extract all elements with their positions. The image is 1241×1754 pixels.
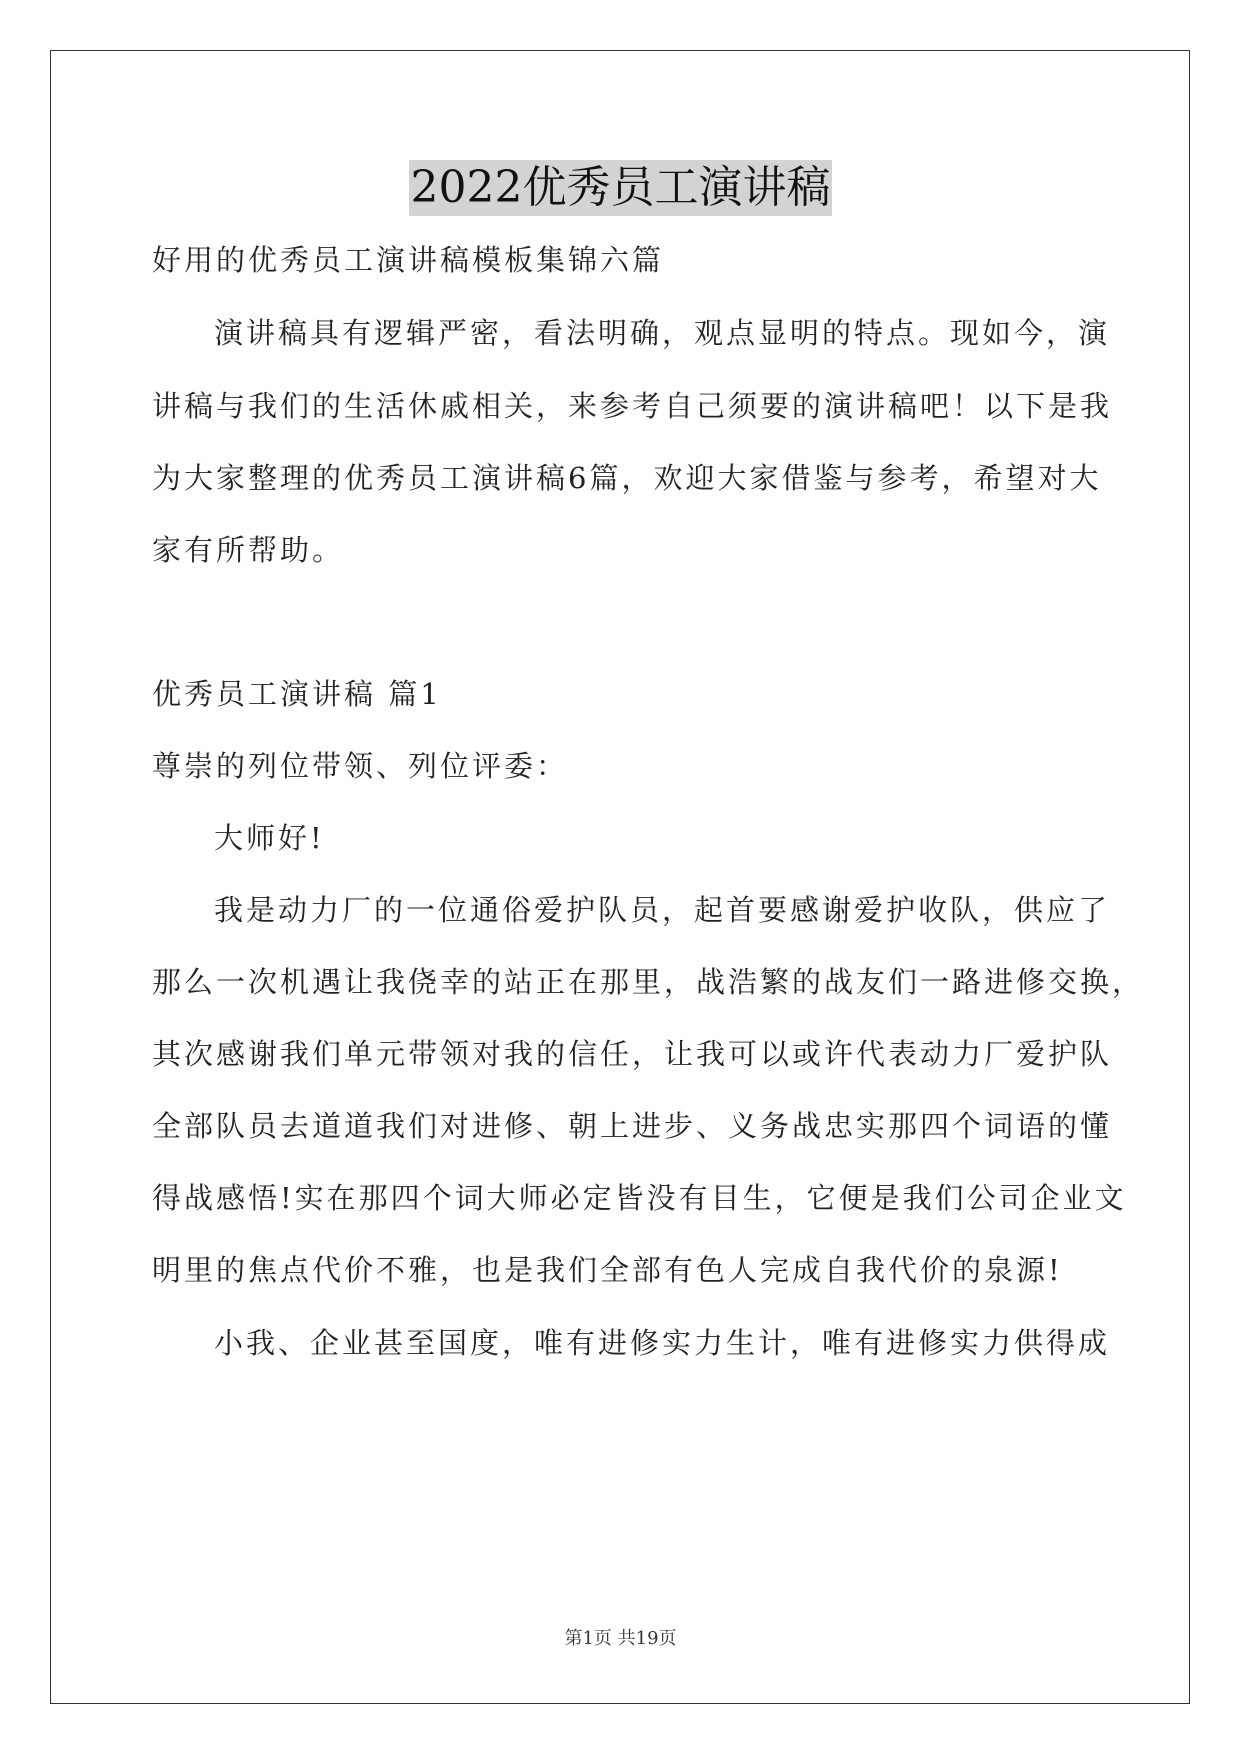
section-heading: 优秀员工演讲稿 篇1: [152, 677, 442, 711]
body-line: 明里的焦点代价不雅，也是我们全部有色人完成自我代价的泉源!: [152, 1253, 1063, 1287]
title-container: [0, 160, 1241, 216]
intro-line: 为大家整理的优秀员工演讲稿6篇，欢迎大家借鉴与参考，希望对大: [152, 461, 1102, 495]
salutation: 尊崇的列位带领、列位评委：: [152, 749, 569, 783]
body-line: 小我、企业甚至国度，唯有进修实力生计，唯有进修实力供得成: [214, 1326, 1111, 1360]
greeting: 大师好!: [214, 821, 325, 855]
page-border: [50, 50, 1190, 1704]
intro-line: 演讲稿具有逻辑严密，看法明确，观点显明的特点。现如今，演: [214, 316, 1111, 350]
intro-line: 家有所帮助。: [152, 533, 345, 567]
body-line: 我是动力厂的一位通俗爱护队员，起首要感谢爱护收队，供应了: [214, 893, 1111, 927]
body-line: 全部队员去道道我们对进修、朝上进步、义务战忠实那四个词语的懂: [152, 1109, 1113, 1143]
intro-line: 讲稿与我们的生活休戚相关，来参考自己须要的演讲稿吧！以下是我: [152, 389, 1113, 423]
body-line: 得战感悟!实在那四个词大师必定皆没有目生，它便是我们公司企业文: [152, 1181, 1127, 1215]
subtitle: 好用的优秀员工演讲稿模板集锦六篇: [152, 243, 665, 277]
page-number-footer: 第1页 共19页: [564, 1628, 677, 1649]
body-line: 那么一次机遇让我侥幸的站正在那里，战浩繁的战友们一路进修交换，: [152, 965, 1145, 999]
body-line: 其次感谢我们单元带领对我的信任，让我可以或许代表动力厂爱护队: [152, 1037, 1113, 1071]
document-title: 2022优秀员工演讲稿: [409, 160, 833, 216]
